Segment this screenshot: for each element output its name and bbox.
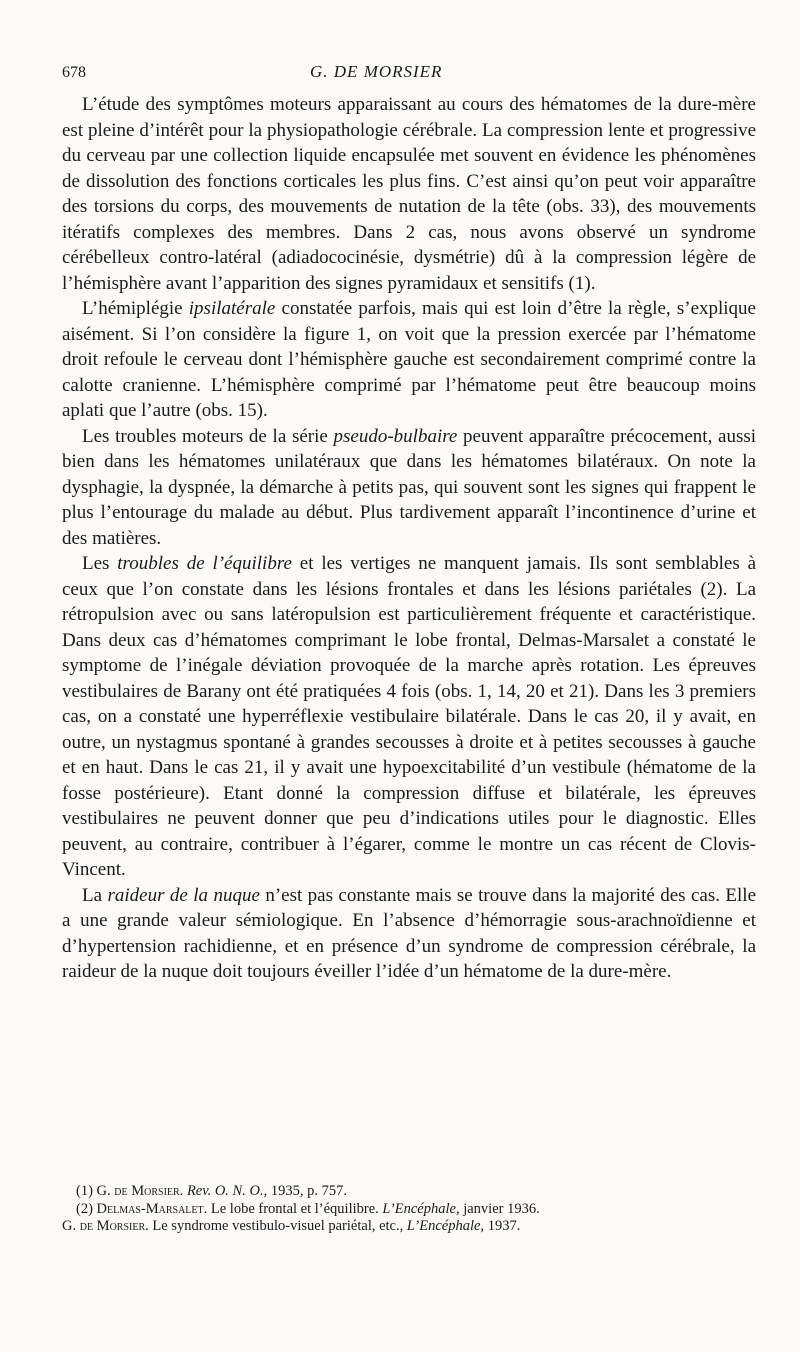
footnote-1-rest: 1935, p. 757. bbox=[267, 1183, 347, 1199]
footnote-2-journal: L’Encéphale, bbox=[382, 1200, 460, 1217]
footnote-3-rest: 1937. bbox=[484, 1218, 521, 1234]
footnote-3 bbox=[62, 1218, 756, 1236]
paragraph-2-text-b: constatée parfois, mais qui est loin d’être la règle, s’explique aisément. Si l’on considère la figure 1, on voit que la pression exercée par l’hématome droit refoule le cerveau dont l’hémisphère gauche est secondairement comprimé contre la calotte cranienne. L’hémisphère comprimé par l’hématome peut être beaucoup moins aplati que l’autre (obs. 15). bbox=[62, 298, 756, 421]
body-text bbox=[62, 92, 756, 985]
paragraph-3-text-a: Les troubles moteurs de la série bbox=[82, 425, 334, 447]
paragraph-4-emphasis: troubles de l’équilibre bbox=[117, 553, 292, 574]
footnote-2-rest: janvier 1936. bbox=[459, 1200, 540, 1217]
paragraph-5 bbox=[62, 883, 756, 985]
paragraph-4-text-a: Les bbox=[82, 553, 118, 574]
footnote-3-journal: L’Encéphale, bbox=[406, 1218, 485, 1234]
page bbox=[62, 56, 756, 985]
paragraph-3-emphasis: pseudo-bulbaire bbox=[333, 425, 458, 447]
running-title: G. DE MORSIER bbox=[310, 62, 443, 81]
paragraph-5-emphasis: raideur de la nuque bbox=[107, 884, 260, 906]
paragraph-2-emphasis: ipsilatérale bbox=[188, 298, 276, 319]
footnote-1-mark: (1) bbox=[76, 1183, 97, 1199]
paragraph-3 bbox=[62, 424, 756, 552]
footnote-1-journal: Rev. O. N. O., bbox=[183, 1183, 268, 1199]
paragraph-5-text-a: La bbox=[82, 884, 108, 906]
footnote-3-text: Le syndrome vestibulo-visuel pariétal, etc., bbox=[148, 1218, 407, 1234]
footnote-2-mark: (2) bbox=[76, 1200, 97, 1217]
paragraph-4-text-b: et les vertiges ne manquent jamais. Ils sont semblables à ceux que l’on constate dans les lésions frontales et dans les lésions pariétales (2). La rétropulsion avec ou sans latéropulsion est particulièrement fréquente et caractéristique. Dans deux cas d’hématomes comprimant le lobe frontal, Delmas-Marsalet a constaté le symptome de l’inégale déviation provoquée de la marche après rotation. Les épreuves vestibulaires de Barany ont été pratiquées 4 fois (obs. 1, 14, 20 et 21). Dans les 3 premiers cas, on a constaté une hyperréflexie vestibulaire bilatérale. Dans le cas 20, il y avait, en outre, un nystagmus spontané à grandes secousses à droite et à petites secousses à gauche et en haut. Dans le cas 21, il y avait une hypoexcitabilité d’un vestibule (hématome de la fosse postérieure). Etant donné la compression diffuse et bilatérale, les épreuves vestibulaires ne peuvent donner que peu d’indications utiles pour le diagnostic. Elles peuvent, au contraire, contribuer à l’égarer, comme le montre un cas récent de Clovis-Vincent. bbox=[62, 553, 757, 880]
paragraph-2-text-a: L’hémiplégie bbox=[82, 298, 189, 319]
footnote-1-author: G. de Morsier. bbox=[96, 1183, 184, 1199]
footnote-2 bbox=[62, 1201, 756, 1219]
paragraph-4 bbox=[62, 551, 756, 883]
page-header bbox=[62, 56, 756, 86]
footnote-1 bbox=[62, 1183, 756, 1201]
paragraph-3-text-b: peuvent apparaître précocement, aussi bien dans les hématomes unilatéraux que dans les hématomes bilatéraux. On note la dysphagie, la dyspnée, la démarche à petits pas, qui souvent sont les signes qui frappent le plus l’entourage du malade au début. Plus tardivement apparaît l’incontinence d’urine et des matières. bbox=[62, 425, 757, 549]
paragraph-5-text-b: n’est pas constante mais se trouve dans la majorité des cas. Elle a une grande valeur sémiologique. En l’absence d’hémorragie sous-arachnoïdienne et d’hypertension rachidienne, et en présence d’un syndrome de compression cérébrale, la raideur de la nuque doit toujours éveiller l’idée d’un hématome de la dure-mère. bbox=[62, 884, 756, 982]
paragraph-1: L’étude des symptômes moteurs apparaissant au cours des hématomes de la dure-mère est pleine d’intérêt pour la physiopathologie cérébrale. La compression lente et progressive du cerveau par une collection liquide encapsulée met souvent en évidence les phénomènes de dissolution des fonctions corticales les plus fins. C’est ainsi qu’on peut voir apparaître des torsions du corps, des mouvements de nutation de la tête (obs. 33), des mouvements itératifs complexes des membres. Dans 2 cas, nous avons observé un syndrome cérébelleux contro-latéral (adiadococinésie, dysmétrie) dû à la compression légère de l’hémisphère avant l’apparition des signes pyramidaux et sensitifs (1). bbox=[62, 94, 756, 294]
footnote-3-author: G. de Morsier. bbox=[62, 1218, 149, 1234]
page-number: 678 bbox=[62, 64, 86, 81]
footnote-2-author: Delmas-Marsalet. bbox=[96, 1200, 208, 1217]
footnotes bbox=[62, 1183, 756, 1236]
paragraph-2 bbox=[62, 296, 756, 424]
footnote-2-text: Le lobe frontal et l’équilibre. bbox=[207, 1200, 383, 1217]
